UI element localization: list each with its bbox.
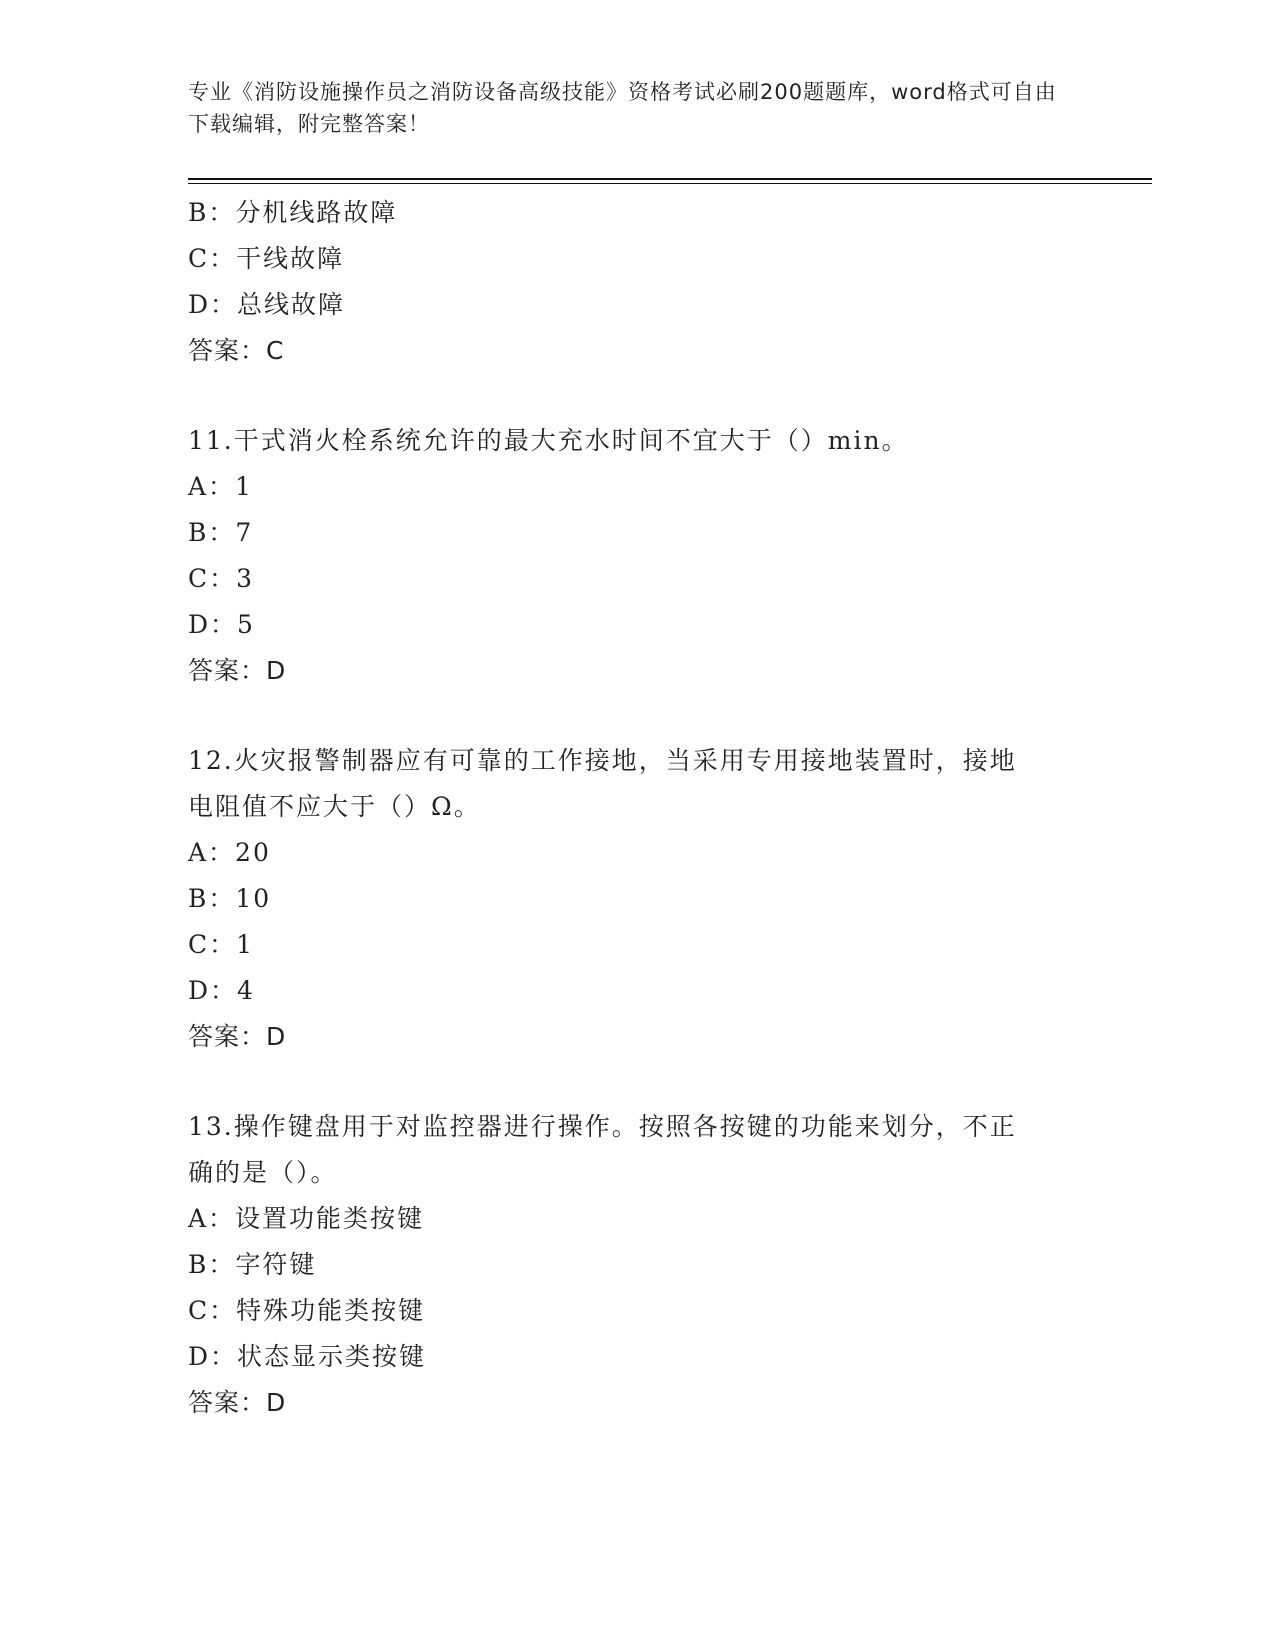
option-b: B：10 (188, 884, 272, 913)
option-d: D：4 (188, 976, 255, 1005)
option-b: B：分机线路故障 (188, 198, 398, 227)
answer-line: 答案：D (188, 1022, 287, 1051)
answer-line: 答案：C (188, 336, 285, 365)
option-b: B：字符键 (188, 1250, 317, 1279)
option-c: C：特殊功能类按键 (188, 1296, 426, 1325)
answer-line: 答案：D (188, 656, 287, 685)
document-header: 专业《消防设施操作员之消防设备高级技能》资格考试必刷200题题库，word格式可自由下载编辑，附完整答案！ (188, 80, 1057, 136)
question-list (188, 190, 1088, 1426)
option-a: A：20 (188, 838, 271, 867)
option-b: B：7 (188, 518, 254, 547)
option-c: C：干线故障 (188, 244, 345, 273)
option-d: D：状态显示类按键 (188, 1342, 427, 1371)
option-d: D：总线故障 (188, 290, 346, 319)
block-spacer (188, 374, 1088, 418)
question-text: 11.干式消火栓系统允许的最大充水时间不宜大于（）min。 (188, 426, 909, 455)
question-text-line-1: 12.火灾报警制器应有可靠的工作接地，当采用专用接地装置时，接地 (188, 746, 1017, 775)
answer-line: 答案：D (188, 1388, 287, 1417)
question-block-13 (188, 1104, 1088, 1426)
option-a: A：1 (188, 472, 253, 501)
option-c: C：1 (188, 930, 255, 959)
option-a: A：设置功能类按键 (188, 1204, 425, 1233)
header-rule-thick (188, 178, 1152, 180)
option-d: D：5 (188, 610, 255, 639)
option-c: C：3 (188, 564, 255, 593)
question-block-12 (188, 738, 1088, 1060)
question-block-11 (188, 418, 1088, 694)
block-spacer (188, 694, 1088, 738)
block-spacer (188, 1060, 1088, 1104)
header-rule-thin (188, 183, 1152, 184)
question-block-partial (188, 190, 1088, 374)
question-text-line-2: 确的是（）。 (188, 1158, 338, 1187)
question-text-line-2: 电阻值不应大于（）Ω。 (188, 792, 481, 821)
question-text-line-1: 13.操作键盘用于对监控器进行操作。按照各按键的功能来划分，不正 (188, 1112, 1017, 1141)
